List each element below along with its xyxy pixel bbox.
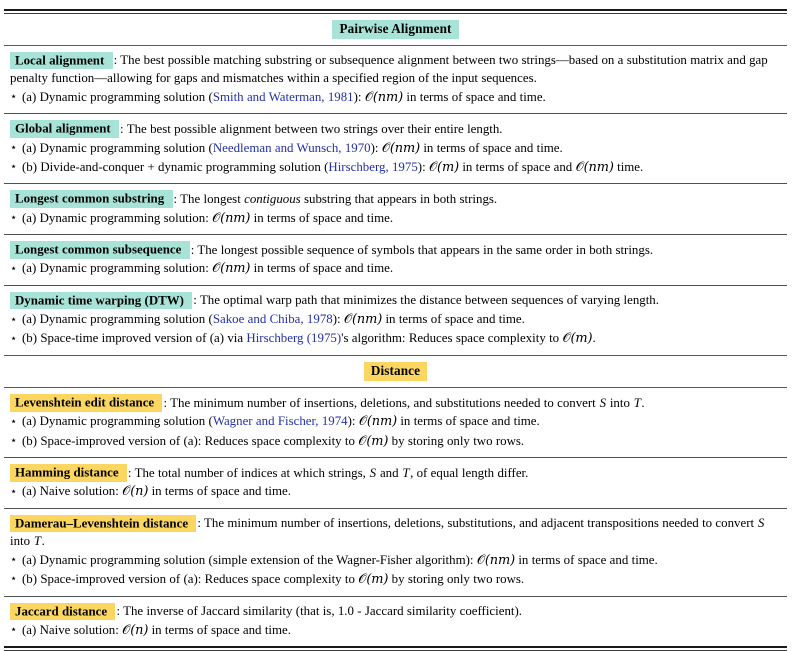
star-bullet-icon: ⋆ [10, 435, 18, 448]
star-bullet-icon: ⋆ [10, 262, 18, 275]
complexity-notation: 𝒪(n) [122, 622, 149, 638]
citation-link[interactable]: Hirschberg, 1975 [328, 159, 418, 174]
entry-term: Global alignment [10, 120, 119, 138]
complexity-notation: 𝒪(n) [122, 484, 149, 500]
table-bottom-rule [4, 646, 787, 648]
math-variable: S [599, 395, 607, 410]
complexity-notation: 𝒪(nm) [476, 552, 516, 568]
complexity-notation: 𝒪(nm) [212, 261, 251, 277]
table-entry [4, 184, 787, 234]
citation-link[interactable]: Needleman and Wunsch, 1970 [212, 140, 371, 155]
entry-solution: ⋆ (a) Dynamic programming solution (Wagner and Fischer, 1974): 𝒪(nm) in terms of space and time. [10, 414, 540, 430]
math-variable: S [757, 516, 765, 531]
section-title: Pairwise Alignment [332, 20, 458, 39]
entry-definition: Jaccard distance : The inverse of Jaccard similarity (that is, 1.0 - Jaccard similarity coefficient). [10, 603, 787, 621]
entry-solution: ⋆ (b) Space-time improved version of (a) via Hirschberg (1975)'s algorithm: Reduces space complexity to 𝒪(m). [10, 331, 596, 347]
entry-definition: Hamming distance : The total number of indices at which strings, S and T, of equal length differ. [10, 465, 787, 483]
table-body [4, 14, 787, 647]
complexity-notation: 𝒪(m) [428, 159, 459, 175]
complexity-notation: 𝒪(nm) [212, 210, 251, 226]
section-header-2 [4, 356, 787, 387]
entry-definition: Global alignment : The best possible alignment between two strings over their entire length. [10, 121, 787, 139]
entry-term: Longest common substring [10, 190, 173, 208]
math-variable: T [633, 395, 641, 410]
citation-link[interactable]: Smith and Waterman, 1981 [212, 89, 354, 104]
table-entry [4, 458, 787, 508]
entry-definition: Longest common subsequence : The longest possible sequence of symbols that appears in the same order in both strings. [10, 242, 787, 260]
entry-solution: ⋆ (a) Naive solution: 𝒪(n) in terms of space and time. [10, 622, 291, 638]
entry-solution: ⋆ (b) Space-improved version of (a): Reduces space complexity to 𝒪(m) by storing only two rows. [10, 433, 525, 449]
entry-term: Dynamic time warping (DTW) [10, 292, 192, 310]
math-variable: T [402, 465, 410, 480]
entry-term: Local alignment [10, 52, 113, 70]
citation-link[interactable]: Hirschberg (1975) [246, 331, 342, 346]
entry-term: Jaccard distance [10, 603, 115, 621]
complexity-notation: 𝒪(nm) [381, 140, 421, 156]
table-entry [4, 114, 787, 183]
citation-link[interactable]: Sakoe and Chiba, 1978 [212, 312, 333, 327]
complexity-notation: 𝒪(nm) [358, 414, 398, 430]
section-title: Distance [364, 362, 427, 381]
star-bullet-icon: ⋆ [10, 624, 18, 637]
entry-definition: Dynamic time warping (DTW) : The optimal warp path that minimizes the distance between sequences of varying length. [10, 292, 787, 310]
table-top-rule [4, 9, 787, 11]
entry-definition: Longest common substring : The longest contiguous substring that appears in both strings. [10, 191, 787, 209]
star-bullet-icon: ⋆ [10, 161, 18, 174]
entry-definition: Damerau–Levenshtein distance : The minimum number of insertions, deletions, substitutions, and adjacent transpositions needed to convert S into T. [10, 516, 765, 549]
entry-definition: Levenshtein edit distance : The minimum number of insertions, deletions, and substitutions needed to convert S into T. [10, 395, 787, 413]
star-bullet-icon: ⋆ [10, 211, 18, 224]
entry-solution: ⋆ (a) Dynamic programming solution (Sakoe and Chiba, 1978): 𝒪(nm) in terms of space and time. [10, 312, 525, 328]
star-bullet-icon: ⋆ [10, 485, 18, 498]
star-bullet-icon: ⋆ [10, 573, 18, 586]
citation-link[interactable]: Wagner and Fischer, 1974 [212, 414, 348, 429]
entry-solution: ⋆ (a) Dynamic programming solution (Needleman and Wunsch, 1970): 𝒪(nm) in terms of space and time. [10, 140, 563, 156]
table-entry [4, 235, 787, 285]
star-bullet-icon: ⋆ [10, 415, 18, 428]
complexity-notation: 𝒪(m) [358, 572, 389, 587]
complexity-notation: 𝒪(nm) [575, 159, 614, 175]
complexity-notation: 𝒪(nm) [364, 89, 404, 105]
star-bullet-icon: ⋆ [10, 91, 18, 104]
entry-solution: ⋆ (a) Naive solution: 𝒪(n) in terms of space and time. [10, 484, 291, 500]
entry-term: Hamming distance [10, 464, 127, 482]
table-entry [4, 388, 787, 457]
math-variable: T [33, 534, 42, 549]
entry-solution: ⋆ (a) Dynamic programming solution (simple extension of the Wagner-Fisher algorithm): 𝒪(nm) in terms of space and time. [10, 552, 658, 568]
document-page [0, 9, 800, 638]
star-bullet-icon: ⋆ [10, 554, 18, 567]
entry-solution: ⋆ (b) Divide-and-conquer + dynamic programming solution (Hirschberg, 1975): 𝒪(m) in terms of space and 𝒪(nm) time. [10, 159, 644, 175]
entry-solution: ⋆ (a) Dynamic programming solution (Smith and Waterman, 1981): 𝒪(nm) in terms of space and time. [10, 89, 546, 105]
emphasis-text: contiguous [244, 191, 301, 206]
entry-solution: ⋆ (a) Dynamic programming solution: 𝒪(nm) in terms of space and time. [10, 210, 394, 226]
complexity-notation: 𝒪(m) [562, 331, 593, 347]
entry-term: Levenshtein edit distance [10, 394, 162, 412]
entry-definition: Local alignment : The best possible matching substring or subsequence alignment between two strings—based on a substitution matrix and gap penalty function—allowing for gaps and mismatches within a specified region of the input sequences. [10, 53, 768, 86]
entry-solution: ⋆ (a) Dynamic programming solution: 𝒪(nm) in terms of space and time. [10, 261, 394, 277]
complexity-notation: 𝒪(m) [358, 433, 389, 449]
star-bullet-icon: ⋆ [10, 142, 18, 155]
table-entry [4, 509, 787, 596]
star-bullet-icon: ⋆ [10, 313, 18, 326]
entry-solution: ⋆ (b) Space-improved version of (a): Reduces space complexity to 𝒪(m) by storing only two rows. [10, 572, 525, 587]
reference-table [4, 9, 787, 651]
entry-term: Longest common subsequence [10, 241, 190, 259]
math-variable: S [369, 465, 377, 480]
section-header-1 [4, 14, 787, 45]
star-bullet-icon: ⋆ [10, 332, 18, 345]
table-entry [4, 46, 787, 113]
complexity-notation: 𝒪(nm) [343, 312, 383, 328]
entry-term: Damerau–Levenshtein distance [10, 515, 196, 533]
table-entry [4, 286, 787, 355]
